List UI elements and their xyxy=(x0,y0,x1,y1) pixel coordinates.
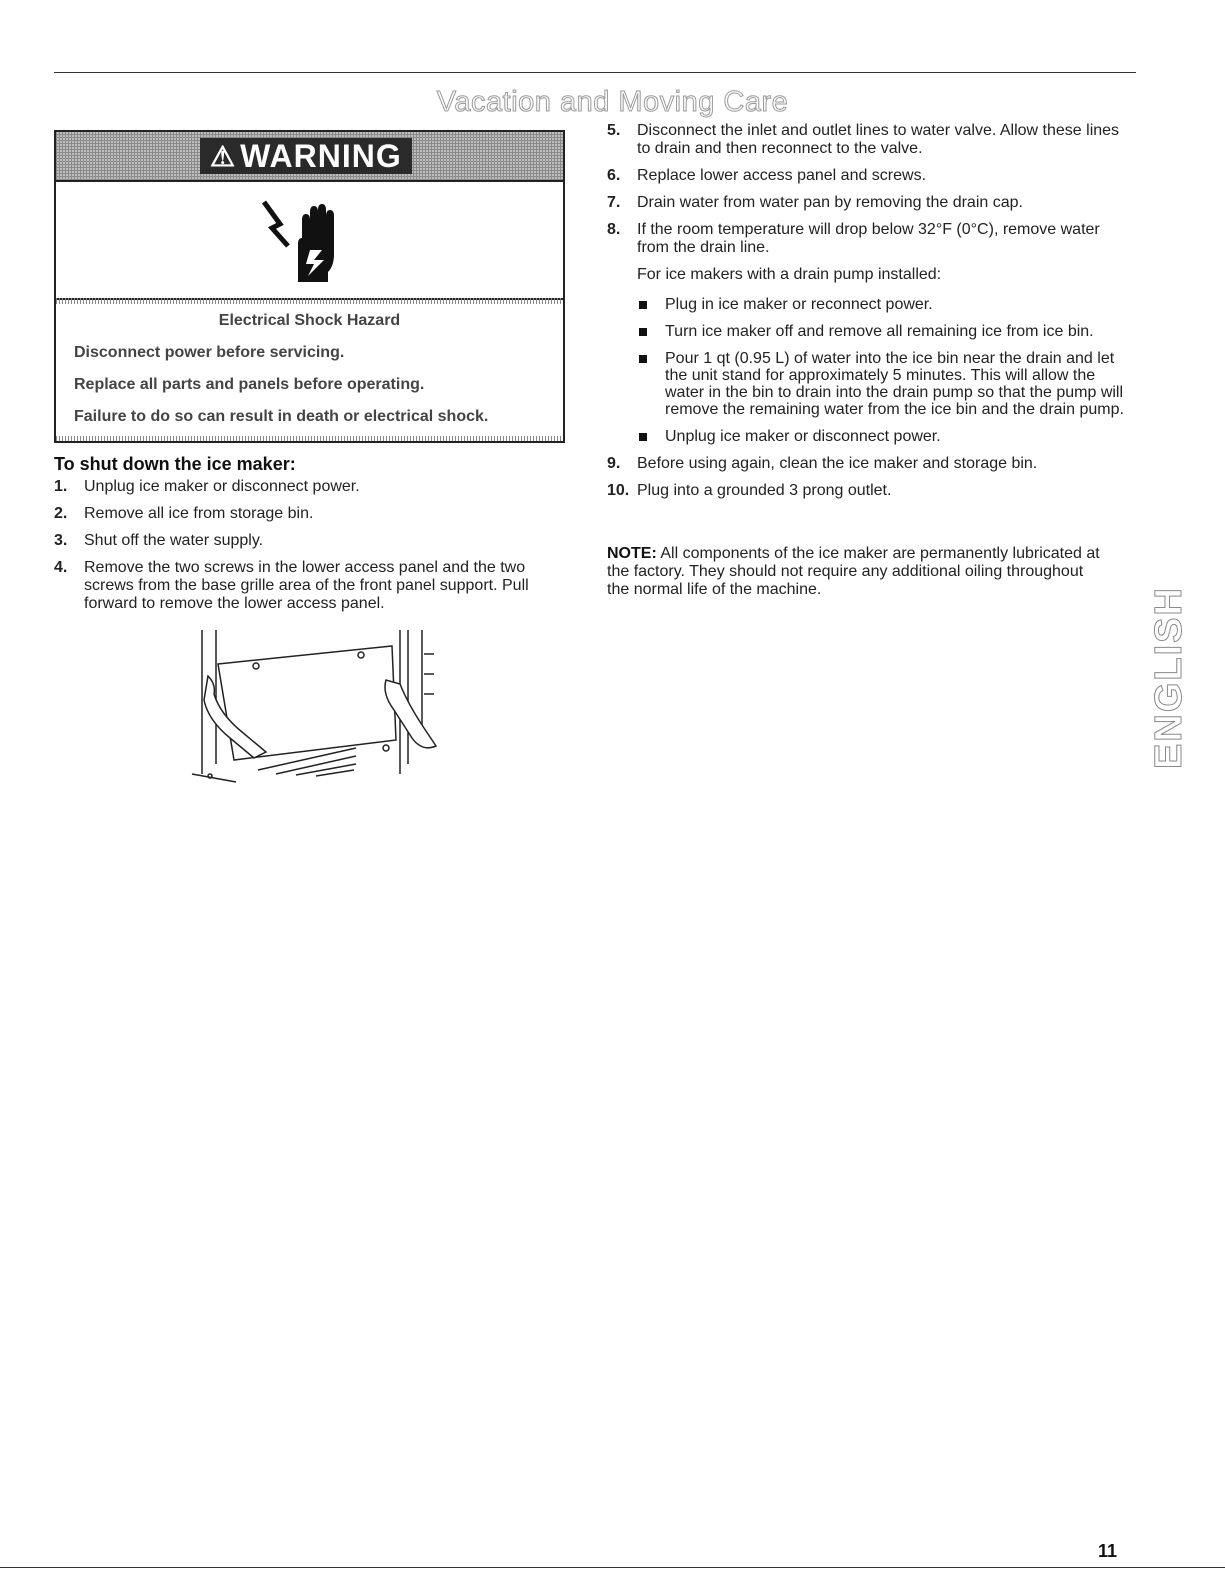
list-item xyxy=(54,505,554,523)
shutdown-heading: To shut down the ice maker: xyxy=(54,454,296,474)
list-item xyxy=(607,221,1127,257)
pump-intro: For ice makers with a drain pump installed: xyxy=(637,266,942,283)
list-item xyxy=(54,532,554,550)
warning-line: Replace all parts and panels before operating. xyxy=(74,376,425,393)
warning-icon-area xyxy=(56,180,563,300)
electric-shock-hand-icon xyxy=(258,194,368,286)
continued-steps xyxy=(607,122,1127,509)
list-item xyxy=(54,559,554,613)
list-item xyxy=(637,350,1127,418)
note-label: NOTE: xyxy=(607,545,657,562)
bullet-square-icon xyxy=(639,433,647,441)
warning-triangle-icon: ⚠ xyxy=(210,140,237,172)
step-text: If the room temperature will drop below 32°F (0°C), remove water from the drain line. xyxy=(637,221,1100,256)
step-text: Disconnect the inlet and outlet lines to water valve. Allow these lines to drain and then reconnect to the valve. xyxy=(637,122,1120,157)
step-number: 5. xyxy=(607,122,621,139)
list-item xyxy=(607,482,1127,500)
bullet-text: Pour 1 qt (0.95 L) of water into the ice bin near the drain and let the unit stand for approximately 5 minutes. This will allow the water in the bin to drain into the drain pump so that the pump will remove the remaining water from the ice bin and the drain pump. xyxy=(665,350,1124,418)
warning-bottom-strip xyxy=(56,436,563,441)
list-item xyxy=(54,478,554,496)
step-text: Remove all ice from storage bin. xyxy=(84,505,314,522)
step-text: Shut off the water supply. xyxy=(84,532,264,549)
step-number: 10. xyxy=(607,482,630,499)
step-text: Drain water from water pan by removing the drain cap. xyxy=(637,194,1023,211)
page-number: 11 xyxy=(1098,1541,1118,1561)
warning-line: Disconnect power before servicing. xyxy=(74,344,345,361)
list-item xyxy=(607,167,1127,185)
top-rule xyxy=(54,72,1136,73)
list-item xyxy=(637,323,1127,340)
note-text: All components of the ice maker are permanently lubricated at the factory. They should not require any additional oiling throughout the normal life of the machine. xyxy=(607,545,1100,598)
warning-text xyxy=(56,308,563,426)
warning-line: Failure to do so can result in death or electrical shock. xyxy=(74,408,489,425)
lower-access-panel-illustration xyxy=(186,624,456,794)
bullet-square-icon xyxy=(639,355,647,363)
pump-bullets xyxy=(637,296,1127,445)
warning-header xyxy=(56,132,563,182)
list-item xyxy=(607,194,1127,212)
list-item xyxy=(607,455,1127,473)
step-text: Plug into a grounded 3 prong outlet. xyxy=(637,482,892,499)
warning-badge xyxy=(200,138,412,174)
list-item xyxy=(637,428,1127,445)
page-heading: Vacation and Moving Care xyxy=(436,86,789,118)
warning-divider xyxy=(56,298,563,304)
step-number: 2. xyxy=(54,505,68,522)
list-item xyxy=(637,296,1127,313)
side-tab-label: ENGLISH xyxy=(1147,586,1190,769)
warning-badge-label: WARNING xyxy=(240,137,402,174)
step-number: 9. xyxy=(607,455,621,472)
warning-box xyxy=(54,130,565,443)
bullet-text: Unplug ice maker or disconnect power. xyxy=(665,428,941,445)
step-number: 8. xyxy=(607,221,621,238)
bullet-text: Turn ice maker off and remove all remaining ice from ice bin. xyxy=(665,323,1094,340)
step-text: Remove the two screws in the lower access panel and the two screws from the base grille area of the front panel support. Pull forward to remove the lower access panel. xyxy=(84,559,529,612)
hazard-title: Electrical Shock Hazard xyxy=(218,312,401,329)
bullet-square-icon xyxy=(639,301,647,309)
step-number: 1. xyxy=(54,478,68,495)
list-item xyxy=(607,122,1127,158)
step-text: Before using again, clean the ice maker and storage bin. xyxy=(637,455,1038,472)
step-number: 3. xyxy=(54,532,68,549)
bullet-text: Plug in ice maker or reconnect power. xyxy=(665,296,933,313)
shutdown-steps xyxy=(54,478,554,622)
step-number: 7. xyxy=(607,194,621,211)
bottom-rule xyxy=(0,1567,1225,1568)
step-text: Unplug ice maker or disconnect power. xyxy=(84,478,360,495)
language-side-tab xyxy=(1147,565,1190,790)
step-number: 6. xyxy=(607,167,621,184)
note-paragraph xyxy=(607,545,1107,599)
step-number: 4. xyxy=(54,559,68,576)
step-text: Replace lower access panel and screws. xyxy=(637,167,927,184)
bullet-square-icon xyxy=(639,328,647,336)
